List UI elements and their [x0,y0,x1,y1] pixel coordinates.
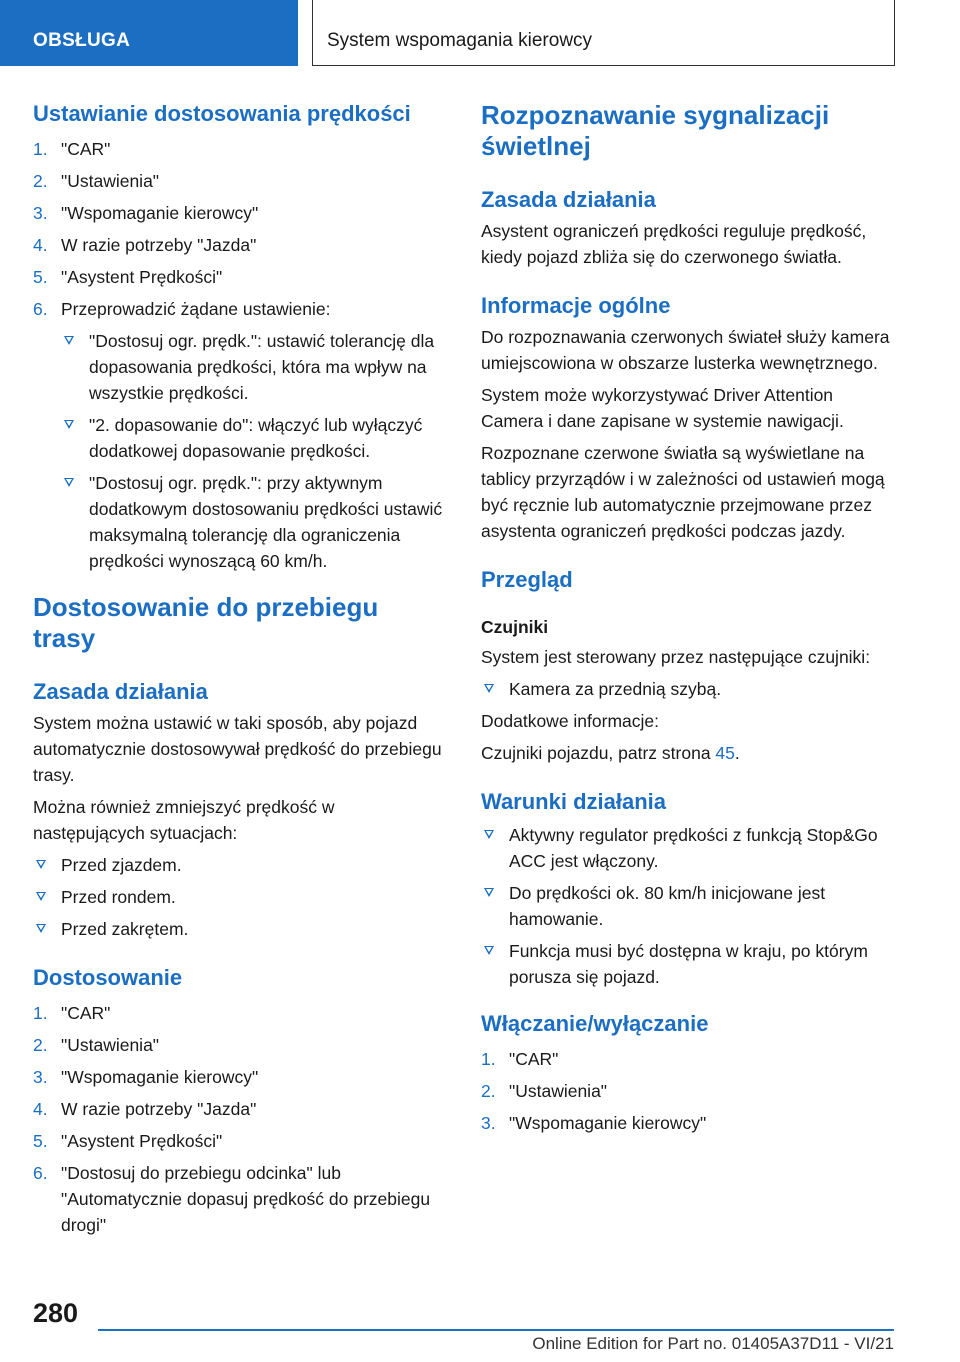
heading-principle: Zasada działania [33,679,208,704]
adjustment-steps-list [33,1000,445,1238]
sensors-text: System jest sterowany przez następujące czujniki: [481,647,871,667]
list-item: 1. "CAR" [481,1049,559,1069]
triangle-bullet-icon [484,946,494,955]
triangle-bullet-icon [64,478,74,487]
triangle-bullet-icon [36,892,46,901]
chapter-title: System wspomagania kierowcy [312,0,895,66]
list-item: "Dostosuj ogr. prędk.": przy aktywnym dodatkowym dostosowaniu prędkości ustawić maksymalną tolerancję dla ograniczenia prędkości wynoszącą 60 km/h. [61,470,445,574]
heading-overview: Przegląd [481,567,573,592]
situations-list [33,852,445,942]
list-item: 6. "Dostosuj do przebiegu odcinka" lub "Automatycznie dopasuj prędkość do przebiegu drogi" [33,1163,431,1235]
heading-adjust-speed: Ustawianie dostosowania prędkości [33,101,411,126]
heading-traffic-lights: Rozpoznawanie sygnalizacji świetlnej [481,100,830,161]
list-item: 1. "CAR" [33,139,111,159]
on-off-steps-list [481,1046,893,1136]
list-item: 4. W razie potrzeby "Jazda" [33,235,257,255]
list-item: Przed zjazdem. [33,852,445,878]
info-text-1: Do rozpoznawania czerwonych świateł służy kamera umiejscowiona w obszarze lusterka wewnętrznego. [481,327,890,373]
heading-on-off: Włączanie/wyłączanie [481,1011,709,1036]
triangle-bullet-icon [484,888,494,897]
left-column [33,100,445,1244]
info-text-2: System może wykorzystywać Driver Attention Camera i dane zapisane w systemie nawigacji. [481,385,844,431]
right-column [481,100,893,1142]
sensors-list [481,676,893,702]
triangle-bullet-icon [484,684,494,693]
list-item: Kamera za przednią szybą. [481,676,893,702]
edition-note: Online Edition for Part no. 01405A37D11 - VI/21 [532,1334,894,1353]
list-item: "2. dopasowanie do": włączyć lub wyłączyć dodatkowej dopasowanie prędkości. [61,412,445,464]
heading-adjustment: Dostosowanie [33,965,183,990]
list-item: Do prędkości ok. 80 km/h inicjowane jest hamowanie. [481,880,893,932]
principle-text-2: Można również zmniejszyć prędkość w następujących sytuacjach: [33,797,335,843]
triangle-bullet-icon [64,336,74,345]
conditions-list [481,822,893,990]
list-item: Przed zakrętem. [33,916,445,942]
list-item: "Dostosuj ogr. prędk.": ustawić tolerancję dla dopasowania prędkości, która ma wpływ na wszystkie prędkości. [61,328,445,406]
list-item: 4. W razie potrzeby "Jazda" [33,1099,257,1119]
list-item: Aktywny regulator prędkości z funkcją Stop&Go ACC jest włączony. [481,822,893,874]
list-item: Funkcja musi być dostępna w kraju, po którym porusza się pojazd. [481,938,893,990]
heading-conditions: Warunki działania [481,789,667,814]
list-item: 2. "Ustawienia" [481,1081,608,1101]
adjust-steps-list [33,136,445,322]
list-item: 2. "Ustawienia" [33,1035,160,1055]
triangle-bullet-icon [36,860,46,869]
heading-general-info: Informacje ogólne [481,293,671,318]
adjust-options-list [61,328,445,574]
page-link[interactable]: 45 [715,743,735,763]
list-item: 2. "Ustawienia" [33,171,160,191]
list-item: 3. "Wspomaganie kierowcy" [33,1067,259,1087]
list-item: 5. "Asystent Prędkości" [33,1131,223,1151]
triangle-bullet-icon [64,420,74,429]
triangle-bullet-icon [36,924,46,933]
heading-sensors: Czujniki [481,617,549,637]
footer-divider [98,1329,894,1331]
extra-info-text: Czujniki pojazdu, patrz strona 45. [481,743,740,763]
list-item: 3. "Wspomaganie kierowcy" [481,1113,707,1133]
heading-principle-right: Zasada działania [481,187,656,212]
info-text-3: Rozpoznane czerwone światła są wyświetlane na tablicy przyrządów i w zależności od ustawień mogą być ręcznie lub automatycznie przejmowane przez asystenta ograniczeń prędkości podczas jazdy. [481,443,885,541]
list-item: 1. "CAR" [33,1003,111,1023]
extra-info-label: Dodatkowe informacje: [481,711,659,731]
triangle-bullet-icon [484,830,494,839]
list-item: 3. "Wspomaganie kierowcy" [33,203,259,223]
principle-text-right: Asystent ograniczeń prędkości reguluje prędkość, kiedy pojazd zbliża się do czerwonego światła. [481,221,867,267]
list-item: Przed rondem. [33,884,445,910]
heading-route-adaptation: Dostosowanie do przebiegu trasy [33,592,379,653]
page-number: 280 [33,1298,79,1328]
list-item: 6. Przeprowadzić żądane ustawienie: [33,299,331,319]
list-item: 5. "Asystent Prędkości" [33,267,223,287]
section-tab: OBSŁUGA [0,0,298,66]
principle-text: System można ustawić w taki sposób, aby pojazd automatycznie dostosowywał prędkość do przebiegu trasy. [33,713,442,785]
